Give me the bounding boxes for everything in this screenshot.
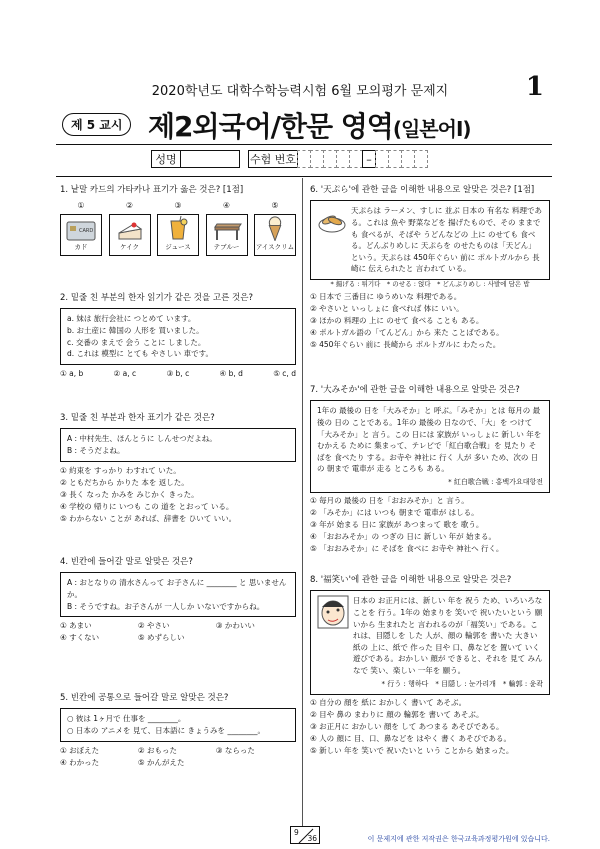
question-8 — [310, 574, 550, 757]
question-4 — [60, 556, 296, 644]
answer-option[interactable]: ⑤ かんがえた — [137, 757, 185, 767]
exam-no-digit[interactable] — [336, 150, 350, 168]
option-number: ⑤ — [271, 201, 279, 211]
answer-option[interactable]: ④ b, d — [219, 368, 243, 378]
answer-option[interactable]: ② ともだちから かりた 本を 返した。 — [60, 477, 189, 487]
answer-option[interactable]: ② a, c — [113, 368, 137, 378]
page-current: 9 — [294, 828, 299, 837]
option-number: ④ — [222, 201, 231, 211]
answer-options — [60, 465, 296, 525]
answer-options — [310, 291, 550, 351]
exam-no-label: 수험 번호 — [248, 150, 298, 168]
exam-no-digit[interactable] — [401, 150, 415, 168]
box-line: ○ 日本の アニメを 見て、日本語に きょうみを ________。 — [67, 725, 265, 735]
answer-option[interactable]: ④ ポルトガル語の「てんどん」から 来た ことばである。 — [310, 328, 504, 338]
answer-option[interactable]: ⑤ わからない ことが あれば、辞書を ひいて いい。 — [60, 513, 237, 523]
page-counter — [290, 826, 320, 844]
option-number: ② — [125, 201, 134, 211]
question-stem: 1. 낱말 카드의 가타카나 표기가 옳은 것은? [1점] — [60, 185, 244, 195]
period-badge: 제 5 교시 — [62, 113, 131, 136]
header-rule — [56, 176, 552, 177]
passage-box — [310, 590, 550, 694]
card-picture — [254, 214, 296, 256]
answer-option[interactable]: ④ わかった — [60, 757, 100, 767]
answer-option[interactable]: ④ 学校の 帰りに いつも この 道を とおって いる。 — [60, 501, 234, 511]
question-6 — [310, 184, 550, 351]
answer-options — [310, 697, 550, 757]
answer-option[interactable]: ⑤ 450年ぐらい 前に 長崎から ポルトガルに わたった。 — [310, 340, 501, 350]
card-label: アイスクリム — [255, 243, 295, 252]
answer-option[interactable]: ⑤ 「おおみそか」に そばを 食べに お寺や 神社へ 行く。 — [310, 543, 504, 553]
answer-option[interactable]: ① 毎月の 最後の 日を「おおみそか」と 言う。 — [310, 495, 469, 505]
juice-icon — [167, 215, 189, 241]
question-stem: 2. 밑줄 친 부분의 한자 읽기가 같은 것을 고른 것은? — [60, 293, 253, 303]
exam-no-digit[interactable] — [310, 150, 324, 168]
card-picture — [157, 214, 199, 256]
word-card — [254, 200, 296, 256]
exam-no-digit[interactable] — [323, 150, 337, 168]
answer-option[interactable]: ② やさいと いっしょに 食べれば 体に いい。 — [310, 304, 464, 314]
word-card — [157, 200, 199, 256]
answer-option[interactable]: ② 目や 鼻の まわりに 顔の 輪郭を 書いて あそぶ。 — [310, 709, 484, 719]
answer-option[interactable]: ② やさい — [137, 621, 170, 631]
answer-options — [310, 495, 550, 555]
passage-text: 1年の 最後の 日を「大みそか」と 呼ぶ。「みそか」とは 毎月の 最後の 日の ことである。1年の 最後の 日なので、「大」を つけて「大みそか」と 言う。この 日には 家族が いっしょに 新しい 年を むかえる ために 集まって、テレビで「紅白歌合戦」を 見たり そばを 食べたり する。お寺や 神社に 行く 人が 多い ため、次の 日の 朝まで 電車が 走る ところも ある。 — [317, 406, 542, 474]
box-line: B : そうだよね。 — [67, 445, 125, 455]
page-number: 1 — [525, 72, 544, 102]
card-icon — [66, 221, 96, 241]
question-stem: 6. '天ぷら'에 관한 글을 이해한 내용으로 알맞은 것은? [1점] — [310, 185, 535, 195]
passage-text: 日本の お正月には、新しい 年を 祝う ため、いろいろな ことを 行う。1年の 始まりを 笑いで 祝いたいという 願いから 生まれたと 言われるのが「福笑い」である。これは、目隠しを した 人が、顔の 輪郭を 書いた 大きい 紙の 上に、紙で 作った 目や 口、鼻などを 置いて いく 遊びである。おかしい 顔が できると、それを 見て みんなで 笑い、楽しい 一年を 願う。 — [353, 596, 543, 676]
card-picture — [60, 214, 102, 256]
exam-no-digit[interactable] — [297, 150, 311, 168]
question-box — [60, 308, 296, 365]
answer-option[interactable]: ③ 長く なった かみを みじかく きった。 — [60, 489, 199, 499]
question-3 — [60, 412, 296, 525]
gloss-note: * 行う : 행하다 * 目隠し : 눈가리개 * 輪郭 : 윤곽 — [381, 679, 543, 688]
tempura-icon — [317, 205, 347, 235]
header-rule — [56, 144, 552, 145]
exam-no-digit[interactable] — [349, 150, 363, 168]
answer-option[interactable]: ④ すくない — [60, 633, 100, 643]
question-stem: 4. 빈칸에 들어갈 말로 알맞은 것은? — [60, 557, 193, 567]
name-field[interactable] — [180, 150, 240, 168]
answer-option[interactable]: ③ お正月に おかしい 顔を して あつまる あそびである。 — [310, 721, 504, 731]
answer-option[interactable]: ① おぼえた — [60, 745, 100, 755]
table-icon — [211, 219, 243, 241]
card-label: カド — [74, 243, 88, 252]
subject-title — [148, 105, 471, 145]
question-2 — [60, 292, 296, 380]
answer-option[interactable]: ② 「みそか」には いつも 朝まで 電車が はしる。 — [310, 507, 479, 517]
answer-option[interactable]: ③ ならった — [215, 745, 255, 755]
box-line: c. 交番の まえで 会う ことに しました。 — [67, 337, 206, 347]
column-divider — [302, 178, 303, 826]
box-line: a. 妹は 旅行会社に つとめて います。 — [67, 314, 196, 324]
box-line: ○ 彼は 1ヶ月で 仕事を ________。 — [67, 714, 186, 724]
option-number: ③ — [174, 201, 182, 211]
cake-icon — [116, 219, 144, 241]
card-label: ケイク — [120, 243, 139, 252]
answer-option[interactable]: ⑤ 新しい 年を 笑いで 祝いたいと いう ことから 始まった。 — [310, 745, 514, 755]
fukuwarai-face-icon — [317, 595, 349, 629]
question-7 — [310, 384, 550, 555]
answer-option[interactable]: ① 約束を すっかり わすれて いた。 — [60, 465, 181, 475]
answer-option[interactable]: ② おもった — [137, 745, 177, 755]
right-column — [310, 184, 550, 824]
answer-option[interactable]: ① 自分の 顔を 紙に おかしく 書いて あそぶ。 — [310, 697, 467, 707]
box-line: d. これは 模型に とても やさしい 車です。 — [67, 349, 213, 359]
box-line: B : そうですね。お子さんが 一人しか いないですからね。 — [67, 601, 265, 611]
name-label: 성명 — [151, 150, 181, 168]
id-row — [152, 150, 428, 168]
passage-text: 天ぷらは ラーメン、すしに 並ぶ 日本の 有名な 料理である。これは 魚や 野菜などを 揚げたもので、その ままでも 食べるが、そばや うどんなどの 上に のせても 食べる。どんぶりめしに 天ぷらを のせたものは「天どん」という。天ぷらは 450年ぐらい 前に ポルトガルから 長崎に 伝えられたと 言われて いる。 — [351, 206, 542, 274]
question-5 — [60, 692, 296, 769]
answer-option[interactable]: ④ 人の 顔に 目、口、鼻などを はやく 書く あそびである。 — [310, 733, 512, 743]
answer-option[interactable]: ③ ほかの 料理の 上に のせて 食べる ことも ある。 — [310, 316, 484, 326]
question-stem: 7. '大みそか'에 관한 글을 이해한 내용으로 알맞은 것은? — [310, 385, 520, 395]
gloss-note: * 揚げる : 튀기다 * のせる : 얹다 * どんぶりめし : 사발에 담은 밥 — [330, 280, 530, 289]
card-picture — [109, 214, 151, 256]
page-total: 36 — [307, 834, 317, 843]
answer-option[interactable]: ① a, b — [60, 368, 84, 378]
question-box — [60, 572, 296, 617]
question-box — [60, 708, 296, 741]
option-number: ① — [77, 201, 85, 211]
answer-option[interactable]: ① あまい — [60, 621, 92, 631]
answer-option[interactable]: ① 日本で 三番目に ゆうめいな 料理である。 — [310, 292, 462, 302]
card-picture — [206, 214, 248, 256]
question-box — [60, 428, 296, 461]
question-stem: 8. '福笑い'에 관한 글을 이해한 내용으로 알맞은 것은? — [310, 575, 512, 585]
answer-option[interactable]: ③ b, c — [166, 368, 190, 378]
question-1 — [60, 184, 296, 256]
answer-option[interactable]: ③ 年が 始まる 日に 家族が あつまって 歌を 歌う。 — [310, 519, 484, 529]
copyright-notice: 이 문제지에 관한 저작권은 한국교육과정평가원에 있습니다. — [367, 835, 550, 843]
word-cards — [60, 200, 296, 256]
answer-option[interactable]: ④ 「おおみそか」の つぎの 日に 新しい 年が 始まる。 — [310, 531, 497, 541]
exam-subtitle: 2020학년도 대학수학능력시험 6월 모의평가 문제지 — [151, 84, 449, 99]
card-label: テブルー — [213, 243, 240, 252]
answer-option[interactable]: ⑤ c, d — [273, 368, 296, 378]
answer-options — [60, 368, 296, 380]
answer-options — [60, 745, 296, 769]
left-column — [60, 184, 296, 824]
exam-no-digit[interactable] — [414, 150, 428, 168]
box-line: A : おとなりの 清水さんって お子さんに ________ と 思いませんか。 — [67, 578, 287, 599]
word-card — [206, 200, 248, 256]
word-card — [60, 200, 102, 256]
question-stem: 3. 밑줄 친 부분과 한자 표기가 같은 것은? — [60, 413, 215, 423]
icecream-icon — [265, 215, 285, 242]
word-card — [109, 200, 151, 256]
box-line: b. お土産に 韓国の 人形を 買いました。 — [67, 325, 204, 335]
card-label: ジュース — [165, 243, 191, 252]
subject-sub: (일본어Ⅰ) — [392, 117, 471, 141]
subject-main: 제2외국어/한문 영역 — [148, 110, 393, 143]
box-line: A : 中村先生、ほんとうに しんせつだよね。 — [67, 434, 217, 444]
gloss-note: * 紅白歌合戦 : 홍백가요대항전 — [448, 478, 543, 487]
passage-box — [310, 400, 550, 493]
exam-no-digit[interactable] — [388, 150, 402, 168]
answer-option[interactable]: ③ かわいい — [215, 621, 255, 631]
question-stem: 5. 빈칸에 공통으로 들어갈 말로 알맞은 것은? — [60, 693, 229, 703]
passage-box — [310, 200, 550, 280]
answer-options — [60, 620, 296, 644]
exam-no-digit[interactable] — [375, 150, 389, 168]
answer-option[interactable]: ⑤ めずらしい — [137, 633, 185, 643]
card-icon-text: CARD — [79, 228, 94, 235]
exam-no-dash: – — [362, 150, 376, 168]
